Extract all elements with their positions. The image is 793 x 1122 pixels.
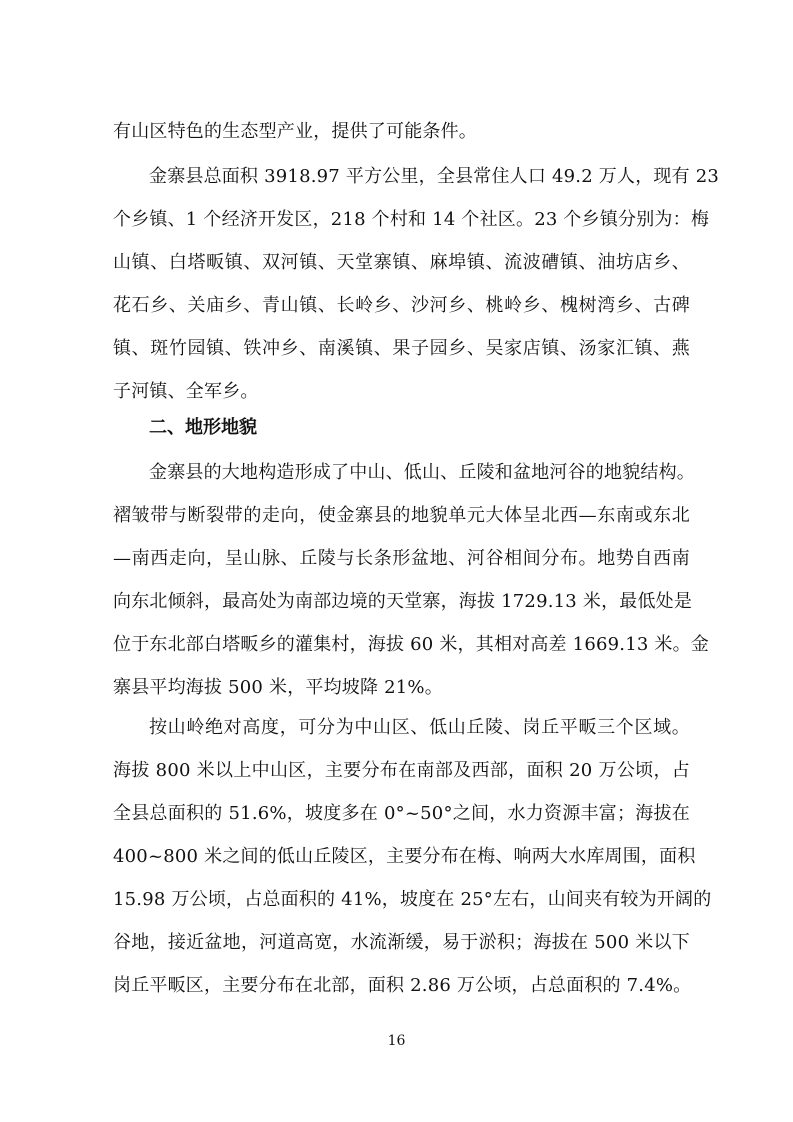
paragraph-line: 谷地，接近盆地，河道高宽，水流渐缓，易于淤积；海拔在 500 米以下 xyxy=(113,932,690,953)
paragraph-line: 金寨县的大地构造形成了中山、低山、丘陵和盆地河谷的地貌结构。 xyxy=(149,462,695,483)
paragraph-line: 花石乡、关庙乡、青山镇、长岭乡、沙河乡、桃岭乡、槐树湾乡、古碑 xyxy=(113,295,690,316)
paragraph-line: 子河镇、全军乡。 xyxy=(113,381,259,402)
paragraph-line: 岗丘平畈区，主要分布在北部，面积 2.86 万公顷，占总面积的 7.4%。 xyxy=(113,975,692,996)
paragraph-line: 有山区特色的生态型产业，提供了可能条件。 xyxy=(113,121,477,142)
paragraph-line: 山镇、白塔畈镇、双河镇、天堂寨镇、麻埠镇、流波𥕢镇、油坊店乡、 xyxy=(113,252,690,273)
section-heading: 二、地形地貌 xyxy=(149,417,257,438)
paragraph-line: 全县总面积的 51.6%，坡度多在 0°~50°之间，水力资源丰富；海拔在 xyxy=(113,803,690,824)
paragraph-line: —南西走向，呈山脉、丘陵与长条形盆地、河谷相间分布。地势自西南 xyxy=(113,548,690,569)
paragraph-line: 15.98 万公顷，占总面积的 41%，坡度在 25°左右，山间夹有较为开阔的 xyxy=(113,889,712,910)
paragraph-line: 位于东北部白塔畈乡的灌集村，海拔 60 米，其相对高差 1669.13 米。金 xyxy=(113,634,710,655)
paragraph-line: 400~800 米之间的低山丘陵区，主要分布在梅、响两大水库周围，面积 xyxy=(113,846,696,867)
paragraph-line: 向东北倾斜，最高处为南部边境的天堂寨，海拔 1729.13 米，最低处是 xyxy=(113,591,693,612)
paragraph-line: 镇、斑竹园镇、铁冲乡、南溪镇、果子园乡、吴家店镇、汤家汇镇、燕 xyxy=(113,338,690,359)
paragraph-line: 褶皱带与断裂带的走向，使金寨县的地貌单元大体呈北西—东南或东北 xyxy=(113,505,690,526)
page-number: 16 xyxy=(387,1033,406,1049)
paragraph-line: 个乡镇、1 个经济开发区，218 个村和 14 个社区。23 个乡镇分别为：梅 xyxy=(113,209,710,230)
paragraph-line: 按山岭绝对高度，可分为中山区、低山丘陵、岗丘平畈三个区域。 xyxy=(149,717,690,738)
paragraph-line: 寨县平均海拔 500 米，平均坡降 21%。 xyxy=(113,677,443,698)
paragraph-line: 金寨县总面积 3918.97 平方公里，全县常住人口 49.2 万人，现有 23 xyxy=(149,166,720,187)
paragraph-line: 海拔 800 米以上中山区，主要分布在南部及西部，面积 20 万公顷，占 xyxy=(113,760,690,781)
